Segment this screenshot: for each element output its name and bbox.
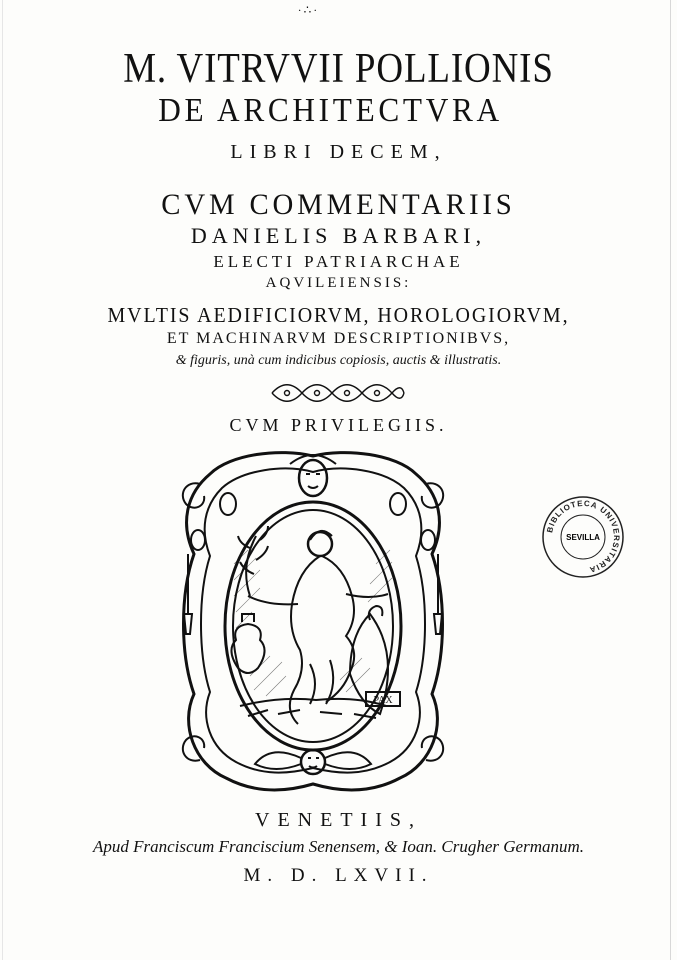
fleuron-ornament [268,380,408,406]
device-motto: PAX [373,695,393,706]
imprint-printers: Apud Franciscum Franciscium Senensem, & Ioan. Crugher Germanum. [92,837,585,856]
author-heading: M. VITRVVII POLLIONIS [123,46,554,92]
library-stamp [540,494,626,580]
stamp-center-text: SEVILLA [566,533,600,542]
imprint-place: VENETIIS, [255,809,422,831]
description-line-2: ET MACHINARVM DESCRIPTIONIBVS, [166,330,511,347]
commentator-name: DANIELIS BARBARI, [190,223,487,248]
description-line-3: & figuris, unà cum indicibus copiosis, auctis & illustratis. [175,353,502,368]
work-title: DE ARCHITECTVRA [158,92,503,129]
privilege-line: CVM PRIVILEGIIS. [229,415,448,435]
stamp-ring-text: BIBLIOTECA UNIVERSITARIA [545,498,622,575]
commentator-see: AQVILEIENSIS: [265,275,412,291]
signature-mark: ·∴· [297,3,320,17]
books-count: LIBRI DECEM, [230,141,447,163]
description-line-1: MVLTIS AEDIFICIORVM, HOROLOGIORVM, [107,303,570,327]
imprint-year: M. D. LXVII. [243,865,434,886]
printers-device-woodcut [170,444,456,800]
commentary-heading: CVM COMMENTARIIS [161,188,516,221]
commentator-title: ELECTI PATRIARCHAE [213,252,464,271]
